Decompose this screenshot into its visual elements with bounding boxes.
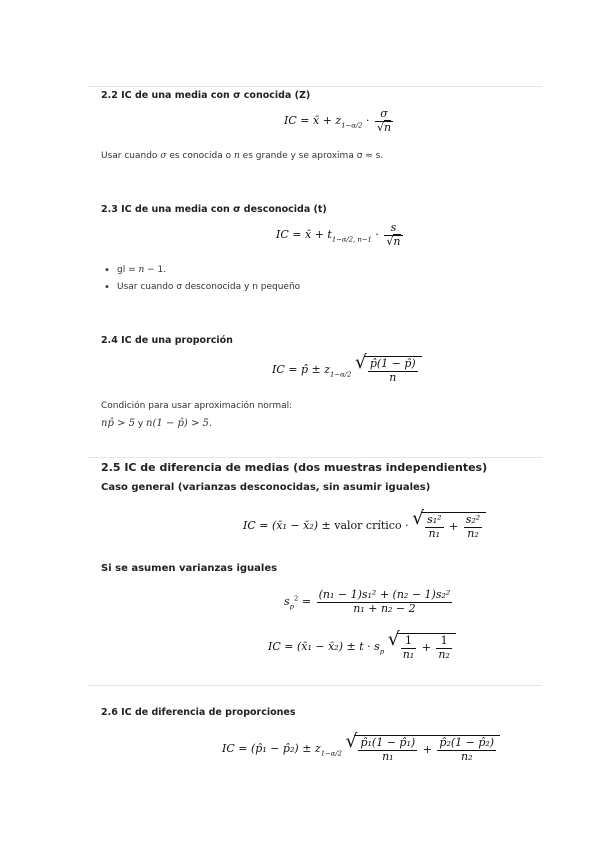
divider <box>88 457 542 458</box>
condition-formula <box>101 418 212 429</box>
fraction-num: σ <box>375 108 393 122</box>
fraction-num: p̂(1 − p̂) <box>369 357 416 370</box>
formula-eq: = <box>288 363 298 377</box>
fraction-den: n₂ <box>438 647 450 661</box>
section-title-2-6: 2.6 IC de diferencia de proporciones <box>101 707 296 718</box>
section-title-2-4: 2.4 IC de una proporción <box>101 335 233 346</box>
note-n: n <box>234 151 240 161</box>
sqrt <box>354 352 422 384</box>
formula-eq: = <box>292 228 302 242</box>
fraction-den: n <box>389 370 397 384</box>
fraction-den: n₁ <box>382 749 394 763</box>
list-item-math: n <box>138 265 145 275</box>
formula-dot: · <box>405 519 409 533</box>
formula-2-5-equal <box>268 629 456 661</box>
formula-2-6 <box>222 731 500 763</box>
list-item-text: Usar cuando σ desconocida y n pequeño <box>117 282 301 292</box>
fraction-den: n₁ <box>402 647 415 661</box>
list-item-text: − 1. <box>144 265 167 275</box>
formula-lhs: IC <box>284 114 297 128</box>
list-item-text: gl = <box>117 265 139 275</box>
sqrt-body <box>421 512 486 540</box>
formula-dot: · <box>367 640 371 654</box>
sqrt-content: n <box>393 234 401 248</box>
fraction-den: √n <box>377 120 392 134</box>
formula-lhs: IC <box>272 363 285 377</box>
note-sigma: σ <box>160 151 167 161</box>
condition-label: Condición para usar aproximación normal: <box>101 401 293 411</box>
formula-eq: = <box>300 114 310 128</box>
sqrt-content: n <box>384 120 392 134</box>
fraction <box>358 737 417 763</box>
note-2-2 <box>101 151 383 161</box>
list-item <box>101 262 300 279</box>
fraction <box>401 635 417 661</box>
formula-plus: + <box>421 641 431 655</box>
formula-lhs: IC <box>276 228 289 242</box>
fraction-num: s <box>384 222 402 236</box>
pooled-s-sub: p <box>289 602 295 611</box>
sqrt-body <box>397 633 456 661</box>
sqrt-body <box>354 735 500 763</box>
pooled-s: s <box>284 595 290 609</box>
subtitle-general-case: Caso general (varianzas desconocidas, sin asumir iguales) <box>101 482 431 493</box>
formula-phat: p̂ <box>300 363 309 377</box>
formula-2-3 <box>276 222 405 248</box>
formula-diff: (p̂₁ − p̂₂) <box>250 742 299 756</box>
list-item <box>101 279 300 296</box>
formula-z: z <box>335 114 342 128</box>
formula-z-sub: 1−α/2 <box>320 749 342 758</box>
sqrt-body <box>364 356 422 384</box>
formula-z: z <box>314 742 321 756</box>
section-title-2-3: 2.3 IC de una media con σ desconocida (t) <box>101 204 327 215</box>
condition-a: np̂ > 5 <box>101 418 135 429</box>
formula-op: + <box>322 114 332 128</box>
formula-t-sub: 1−α/2, n−1 <box>331 235 372 244</box>
formula-dot: · <box>366 114 370 128</box>
fraction <box>437 737 496 763</box>
fraction-num: 1 <box>436 635 452 649</box>
formula-critical-value: valor crítico <box>334 519 402 533</box>
radical-sign: √ <box>412 508 424 529</box>
fraction <box>317 589 453 615</box>
formula-plus: + <box>449 520 459 534</box>
section-title-2-2: 2.2 IC de una media con σ conocida (Z) <box>101 90 311 101</box>
sqrt <box>387 629 456 661</box>
pooled-s-sup: 2 <box>294 594 299 603</box>
fraction-den: n₂ <box>461 749 473 763</box>
fraction-den: √n <box>386 234 401 248</box>
condition-b: n(1 − p̂) > 5. <box>146 418 213 429</box>
fraction-num: p̂₂(1 − p̂₂) <box>439 736 495 749</box>
fraction-den: n₁ <box>428 526 441 540</box>
formula-pm: ± <box>346 640 356 654</box>
subtitle-equal-variances: Si se asumen varianzas iguales <box>101 563 278 574</box>
formula-eq: = <box>301 595 312 609</box>
fraction-num: s₂² <box>465 513 481 526</box>
fraction <box>436 635 452 661</box>
formula-dot: · <box>375 228 379 242</box>
formula-z: z <box>324 363 331 377</box>
divider <box>88 685 542 686</box>
formula-pooled-variance <box>284 589 454 615</box>
fraction-num: p̂₁(1 − p̂₁) <box>360 736 416 749</box>
formula-eq: = <box>259 519 269 533</box>
fraction <box>368 358 418 384</box>
formula-lhs: IC <box>243 519 256 533</box>
fraction-num: (n₁ − 1)s₁² + (n₂ − 1)s₂² <box>318 588 451 601</box>
fraction-den: n₁ + n₂ − 2 <box>353 601 416 615</box>
formula-lhs: IC <box>268 640 281 654</box>
fraction-num: 1 <box>401 635 417 649</box>
note-text: Usar cuando <box>101 151 161 161</box>
formula-2-2 <box>284 108 395 134</box>
formula-pm: ± <box>311 363 321 377</box>
formula-diff: (x̄₁ − x̄₂) <box>271 519 319 533</box>
formula-xbar: x̄ <box>304 228 312 242</box>
fraction <box>425 514 443 540</box>
fraction <box>464 514 482 540</box>
radical-sign: √ <box>345 731 358 752</box>
formula-plus: + <box>422 743 432 757</box>
sqrt <box>345 731 500 763</box>
radical-sign: √ <box>387 629 400 650</box>
formula-op: + <box>314 228 324 242</box>
formula-eq: = <box>284 640 294 654</box>
condition-y: y <box>134 419 147 429</box>
note-text: es conocida o <box>166 151 234 161</box>
formula-xbar: x̄ <box>312 114 320 128</box>
divider <box>88 86 542 87</box>
formula-t: t <box>359 640 364 654</box>
formula-sp-sub: p <box>379 647 385 656</box>
fraction-den: n₂ <box>467 526 479 540</box>
formula-2-4 <box>272 352 422 384</box>
formula-z-sub: 1−α/2 <box>341 121 363 130</box>
formula-pm: ± <box>321 519 331 533</box>
fraction <box>375 108 393 134</box>
formula-diff: (x̄₁ − x̄₂) <box>296 640 344 654</box>
formula-lhs: IC <box>222 742 235 756</box>
fraction <box>384 222 402 248</box>
sqrt <box>412 508 486 540</box>
note-text: es grande y se aproxima σ ≈ s. <box>239 151 384 161</box>
formula-t: t <box>327 228 332 242</box>
fraction-num: s₁² <box>427 513 442 526</box>
formula-z-sub: 1−α/2 <box>330 370 352 379</box>
formula-sp: s <box>374 640 380 654</box>
bullet-list-2-3 <box>101 262 300 296</box>
section-title-2-5: 2.5 IC de diferencia de medias (dos muestras independientes) <box>101 461 488 474</box>
radical-sign: √ <box>354 352 367 373</box>
formula-eq: = <box>238 742 248 756</box>
formula-2-5-general <box>243 508 486 540</box>
formula-pm: ± <box>302 742 312 756</box>
